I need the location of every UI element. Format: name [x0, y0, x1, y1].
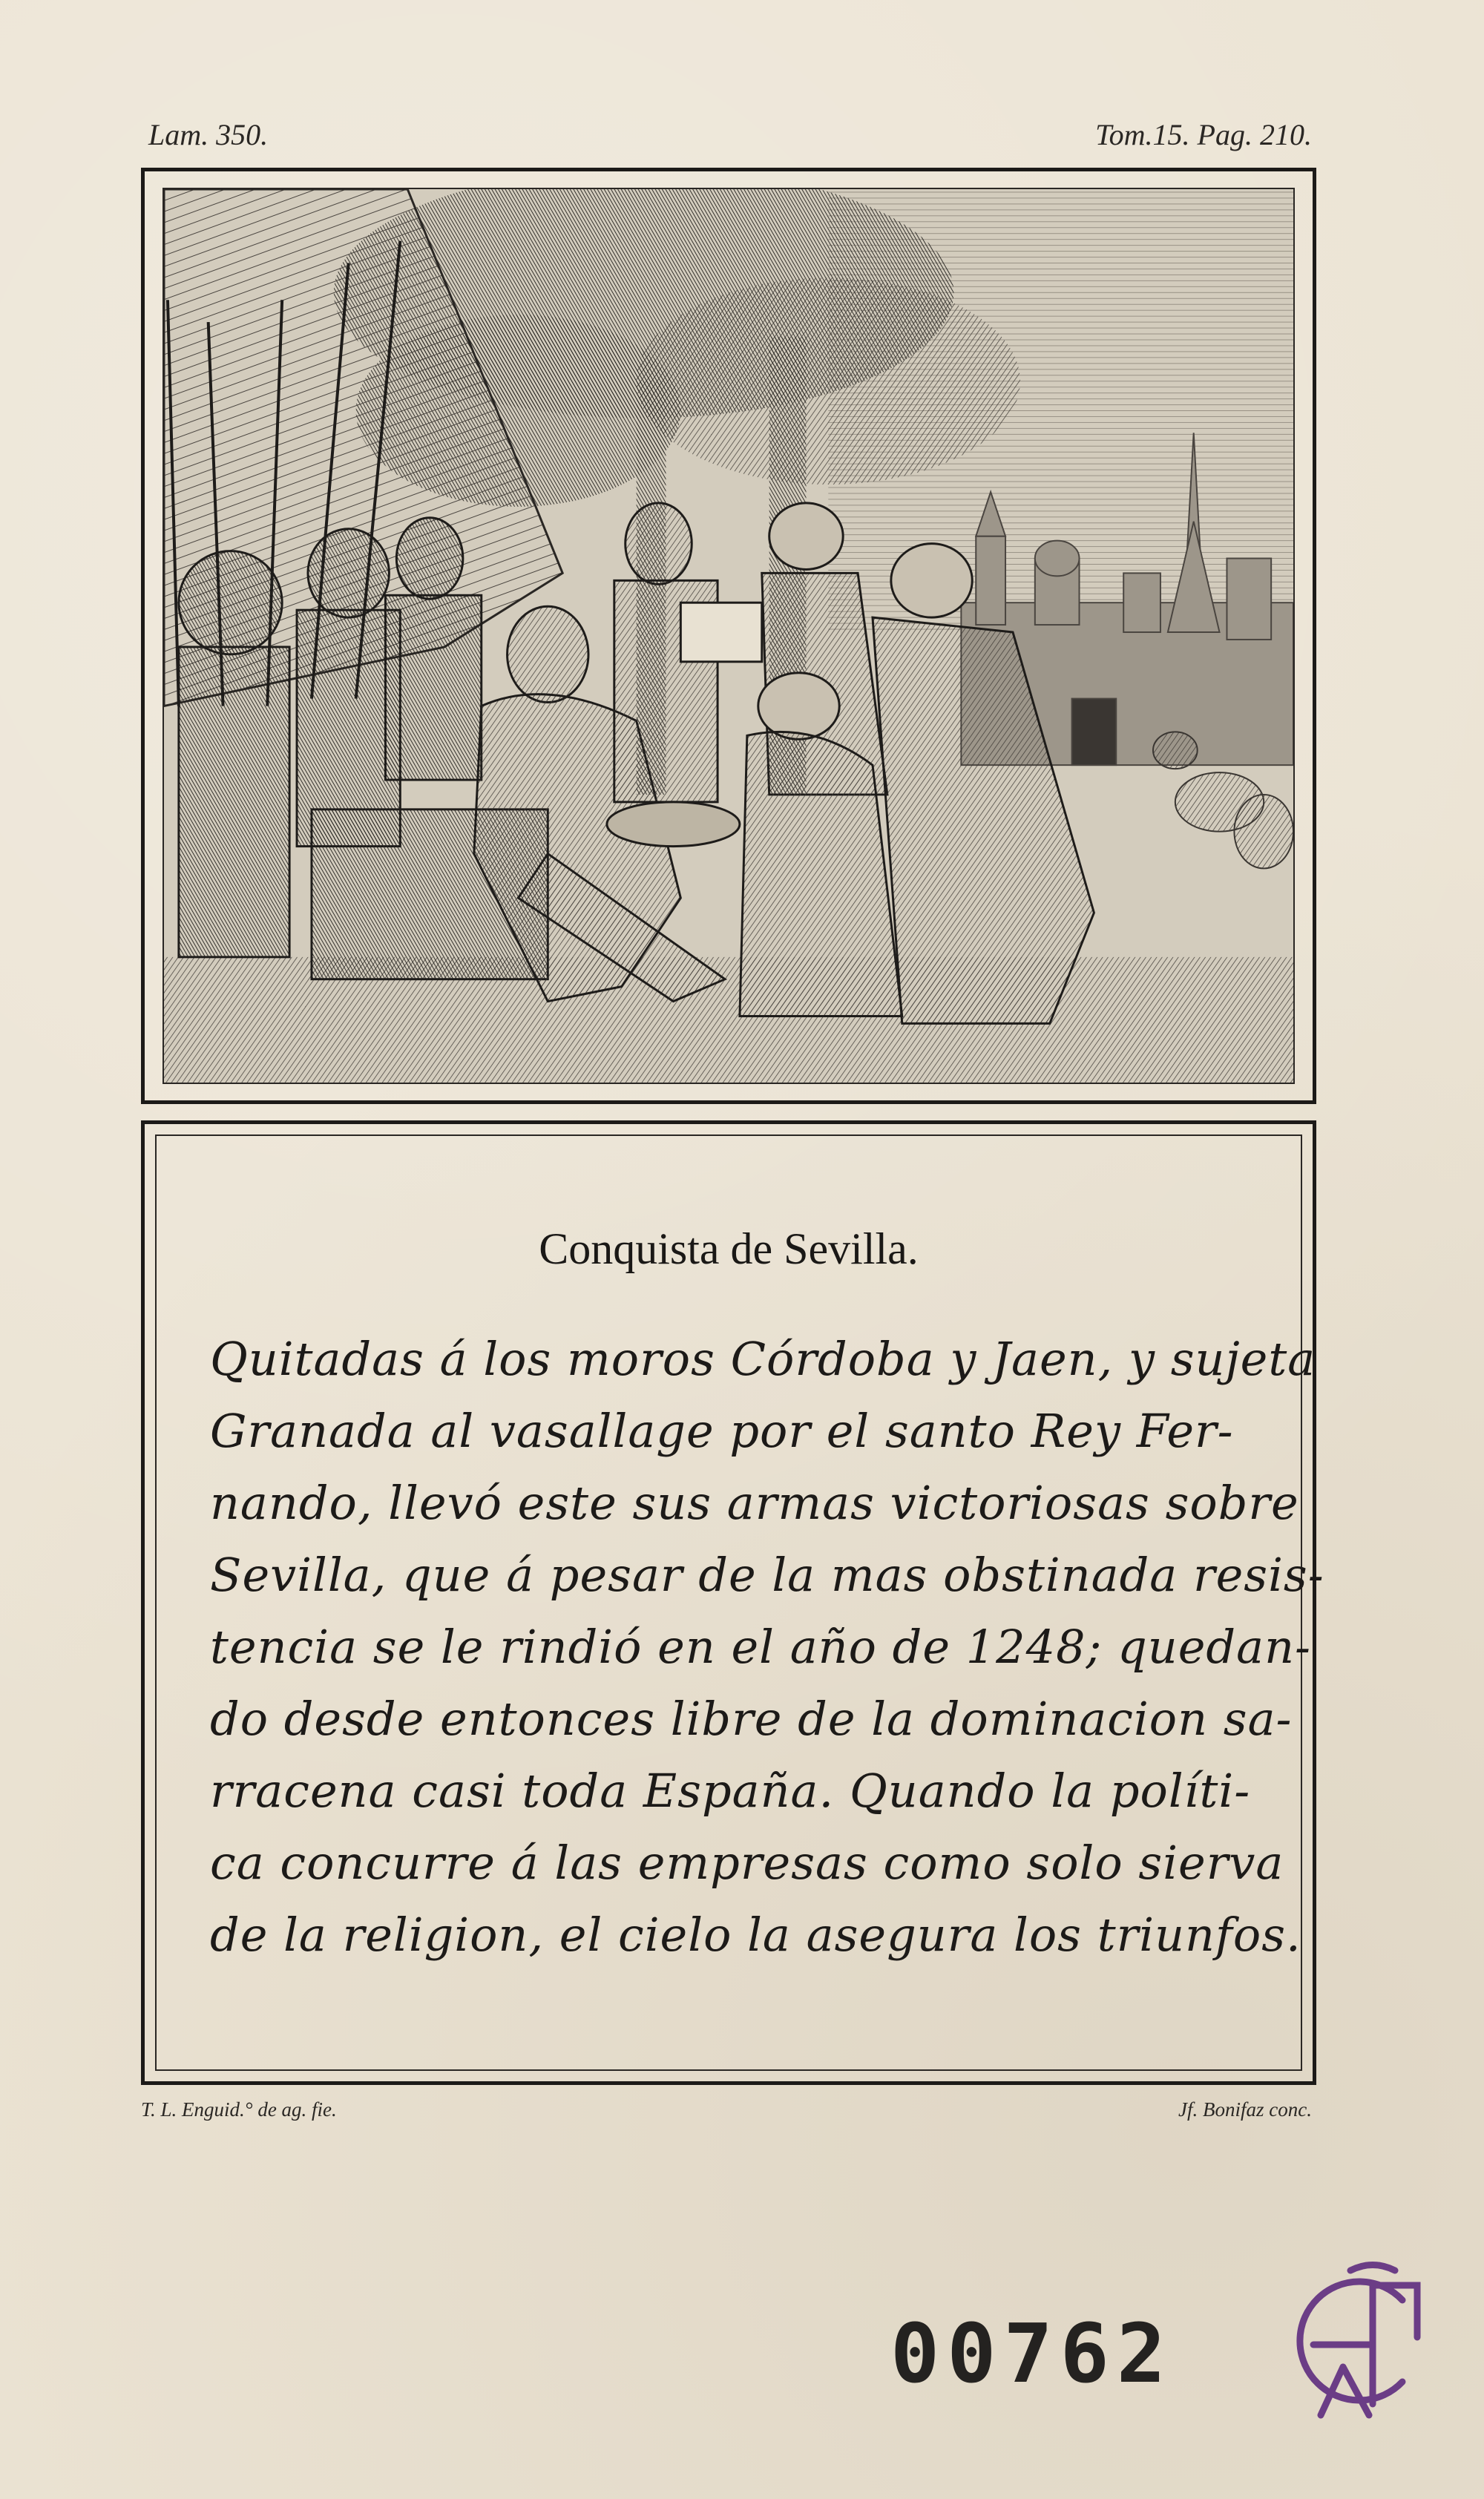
caption-line: rracena casi toda España. Quando la políti-: [210, 1764, 1251, 1818]
caption-line: nando, llevó este sus armas victoriosas sobre: [210, 1476, 1299, 1530]
volume-page: Tom.15. Pag. 210.: [1095, 118, 1312, 151]
caption-line: Granada al vasallage por el santo Rey Fer-: [210, 1404, 1234, 1458]
inventory-number: 00762: [890, 2306, 1174, 2401]
caption-frame: [141, 1120, 1324, 2085]
engraving-panel: [162, 188, 1295, 1084]
caption-line: ca concurre á las empresas como solo sierva: [210, 1836, 1284, 1890]
caption-line: Sevilla, que á pesar de la mas obstinada resis-: [210, 1548, 1324, 1602]
engraver-credit: T. L. Enguid.° de ag. fie.: [141, 2098, 337, 2121]
illustration-frame: [141, 168, 1316, 1104]
caption-body: [210, 1323, 1324, 1971]
caption-title: Conquista de Sevilla.: [539, 1224, 919, 1273]
plate-number: Lam. 350.: [148, 118, 269, 151]
caption-panel: [155, 1134, 1324, 2071]
engraving-illustration: [164, 189, 1293, 1083]
caption-line: de la religion, el cielo la asegura los triunfos.: [210, 1908, 1301, 1962]
designer-credit: Jf. Bonifaz conc.: [1178, 2098, 1312, 2121]
monogram-stamp-icon: [1261, 2256, 1454, 2426]
caption-line: Quitadas á los moros Córdoba y Jaen, y sujeta: [210, 1332, 1316, 1386]
caption-line: tencia se le rindió en el año de 1248; quedan-: [210, 1620, 1311, 1674]
caption-line: do desde entonces libre de la dominacion sa-: [210, 1692, 1293, 1746]
